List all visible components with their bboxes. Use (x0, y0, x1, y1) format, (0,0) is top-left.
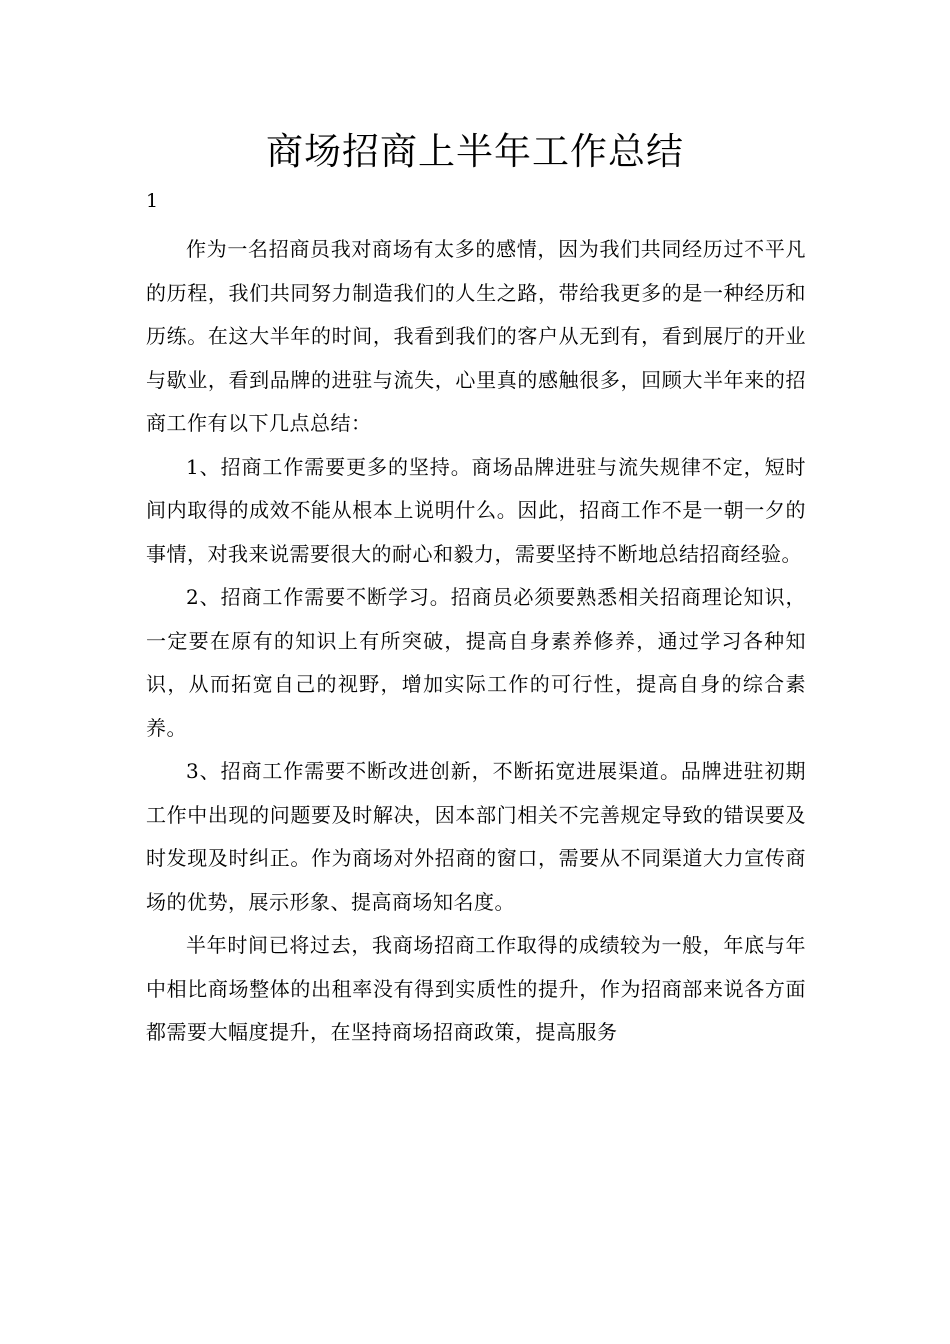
paragraph-point-3: 3、招商工作需要不断改进创新，不断拓宽进展渠道。品牌进驻初期工作中出现的问题要及时解决，因本部门相关不完善规定导致的错误要及时发现及时纠正。作为商场对外招商的窗口，需要从不同渠道大力宣传商场的优势，展示形象、提高商场知名度。 (146, 759, 806, 914)
paragraph-point-1: 1、招商工作需要更多的坚持。商场品牌进驻与流失规律不定，短时间内取得的成效不能从根本上说明什么。因此，招商工作不是一朝一夕的事情，对我来说需要很大的耐心和毅力，需要坚持不断地总结招商经验。 (146, 454, 806, 566)
paragraph-conclusion: 半年时间已将过去，我商场招商工作取得的成绩较为一般，年底与年中相比商场整体的出租率没有得到实质性的提升，作为招商部来说各方面都需要大幅度提升，在坚持商场招商政策，提高服务 (146, 933, 806, 1044)
document-body (146, 228, 806, 1055)
paragraph-intro: 作为一名招商员我对商场有太多的感情，因为我们共同经历过不平凡的历程，我们共同努力制造我们的人生之路，带给我更多的是一种经历和历练。在这大半年的时间，我看到我们的客户从无到有，看到展厅的开业与歇业，看到品牌的进驻与流失，心里真的感触很多，回顾大半年来的招商工作有以下几点总结： (146, 237, 806, 435)
document-title: 商场招商上半年工作总结 (266, 130, 684, 173)
page-number: 1 (146, 190, 159, 212)
paragraph-point-2: 2、招商工作需要不断学习。招商员必须要熟悉相关招商理论知识，一定要在原有的知识上有所突破，提高自身素养修养，通过学习各种知识，从而拓宽自己的视野，增加实际工作的可行性，提高自身的综合素养。 (146, 585, 806, 740)
